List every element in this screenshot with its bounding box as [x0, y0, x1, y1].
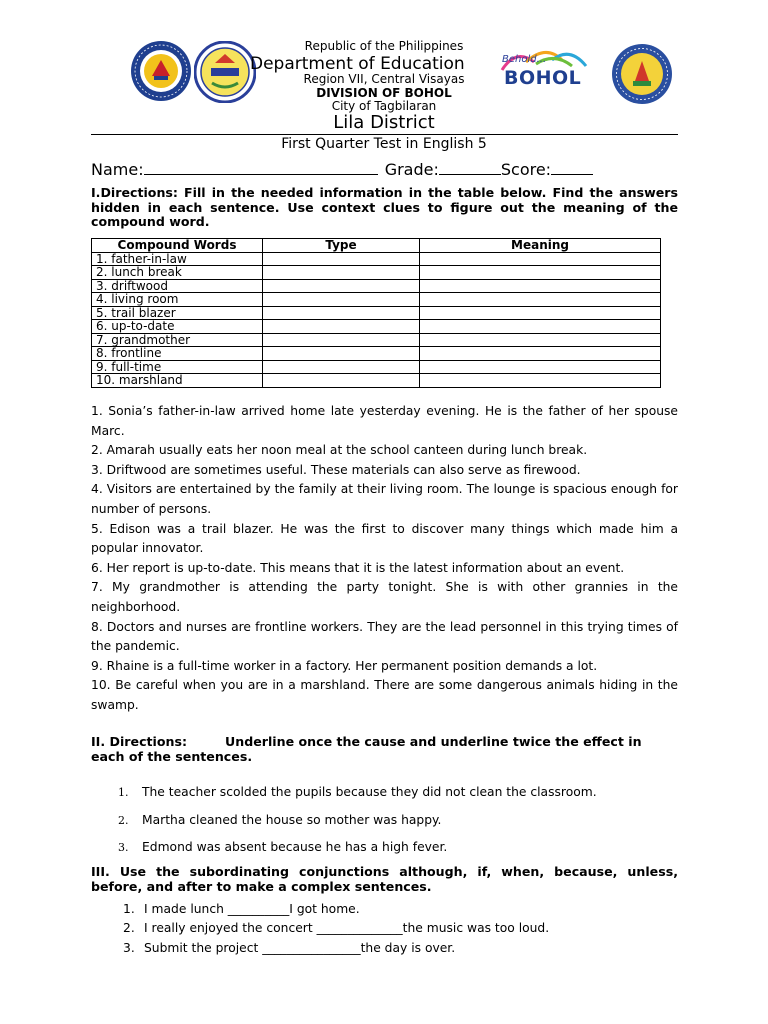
type-cell[interactable]	[263, 306, 420, 320]
sentence-item: 5. Edison was a trail blazer. He was the first to discover many things which made him a popular innovator.	[91, 521, 678, 556]
meaning-cell[interactable]	[420, 347, 661, 361]
item-text-after: the day is over.	[360, 941, 456, 955]
answer-blank[interactable]: ________________	[262, 941, 361, 955]
conjunction-item	[123, 902, 360, 916]
col-header-compound-words: Compound Words	[92, 239, 263, 253]
context-sentences	[91, 402, 678, 716]
item-text: The teacher scolded the pupils because they did not clean the classroom.	[142, 785, 597, 799]
table-header-row	[92, 239, 661, 253]
meaning-cell[interactable]	[420, 266, 661, 280]
type-cell[interactable]	[263, 360, 420, 374]
meaning-cell[interactable]	[420, 293, 661, 307]
table-row	[92, 360, 661, 374]
answer-blank[interactable]: __________	[227, 902, 290, 916]
meaning-cell[interactable]	[420, 374, 661, 388]
item-text-after: the music was too loud.	[402, 921, 550, 935]
compound-word-cell: 6. up-to-date	[92, 320, 263, 334]
republic-line: Republic of the Philippines	[304, 39, 464, 53]
bohol-text: BOHOL	[504, 67, 582, 89]
table-row	[92, 252, 661, 266]
compound-word-cell: 4. living room	[92, 293, 263, 307]
cause-effect-item	[118, 813, 441, 827]
city-line: City of Tagbilaran	[331, 99, 437, 113]
item-number: 2.	[118, 814, 129, 827]
item-number: 1.	[118, 786, 129, 799]
item-number: 3.	[118, 841, 129, 854]
section2-directions	[91, 735, 678, 764]
type-cell[interactable]	[263, 320, 420, 334]
meaning-cell[interactable]	[420, 306, 661, 320]
department-line-wrap	[250, 54, 496, 74]
table-row	[92, 279, 661, 293]
col-header-meaning: Meaning	[420, 239, 661, 253]
sentence-item: 2. Amarah usually eats her noon meal at the school canteen during lunch break.	[91, 443, 588, 458]
table-row	[92, 266, 661, 280]
item-number: 3.	[123, 941, 135, 955]
cause-effect-item	[118, 785, 597, 799]
type-cell[interactable]	[263, 266, 420, 280]
section2-heading: II. Directions:	[91, 734, 188, 749]
item-number: 1.	[123, 902, 135, 916]
score-label: Score:	[500, 160, 552, 179]
grade-blank[interactable]	[439, 159, 501, 175]
item-text-before: I made lunch	[144, 902, 228, 916]
item-text-before: I really enjoyed the concert	[144, 921, 317, 935]
compound-words-table	[91, 238, 661, 388]
sentence-item: 10. Be careful when you are in a marshland. There are some dangerous animals hiding in the swamp.	[91, 678, 678, 712]
type-cell[interactable]	[263, 374, 420, 388]
type-cell[interactable]	[263, 333, 420, 347]
col-header-type: Type	[263, 239, 420, 253]
type-cell[interactable]	[263, 347, 420, 361]
compound-word-cell: 8. frontline	[92, 347, 263, 361]
meaning-cell[interactable]	[420, 252, 661, 266]
type-cell[interactable]	[263, 252, 420, 266]
district-line: Lila District	[333, 112, 435, 133]
table-row	[92, 333, 661, 347]
section1-directions: I.Directions: Fill in the needed information in the table below. Find the answers hidden in each sentence. Use context clues to figure out the meaning of the compound word.	[91, 185, 678, 229]
item-text: Edmond was absent because he has a high fever.	[142, 840, 448, 854]
compound-word-cell: 9. full-time	[92, 360, 263, 374]
sentence-item: 6. Her report is up-to-date. This means that it is the latest information about an event.	[91, 560, 625, 575]
table-row	[92, 320, 661, 334]
section2-directions-text: Underline once the cause and underline twice the effect in each of the sentences.	[91, 734, 642, 764]
table-row	[92, 293, 661, 307]
compound-word-cell: 2. lunch break	[92, 266, 263, 280]
name-label: Name:	[91, 160, 144, 179]
table-row	[92, 306, 661, 320]
conjunction-item	[123, 921, 549, 935]
region-line: Region VII, Central Visayas	[303, 72, 465, 86]
compound-word-cell: 7. grandmother	[92, 333, 263, 347]
behold-text: Behold...	[502, 54, 547, 65]
test-title: First Quarter Test in English 5	[281, 136, 487, 152]
conjunction-item	[123, 941, 455, 955]
item-text-before: Submit the project	[144, 941, 263, 955]
name-blank[interactable]	[144, 159, 378, 175]
sentence-item: 3. Driftwood are sometimes useful. These materials can also serve as firewood.	[91, 462, 581, 477]
compound-word-cell: 1. father-in-law	[92, 252, 263, 266]
grade-label: Grade:	[384, 160, 439, 179]
item-text-after: I got home.	[289, 902, 360, 916]
compound-word-cell: 5. trail blazer	[92, 306, 263, 320]
sentence-item: 1. Sonia’s father-in-law arrived home late yesterday evening. He is the father of her spouse Marc.	[91, 404, 678, 438]
section3-directions: III. Use the subordinating conjunctions although, if, when, because, unless, before, and after to make a complex sentences.	[91, 864, 678, 894]
department-line: Department of Education	[250, 54, 465, 74]
compound-word-cell: 10. marshland	[92, 374, 263, 388]
compound-word-cell: 3. driftwood	[92, 279, 263, 293]
meaning-cell[interactable]	[420, 360, 661, 374]
division-line: DIVISION OF BOHOL	[316, 86, 452, 100]
table-row	[92, 347, 661, 361]
sentence-item: 7. My grandmother is attending the party tonight. She is with other grannies in the neighborhood.	[91, 580, 678, 614]
meaning-cell[interactable]	[420, 320, 661, 334]
header-divider	[91, 134, 678, 135]
item-number: 2.	[123, 921, 135, 935]
cause-effect-item	[118, 840, 447, 854]
sentence-item: 8. Doctors and nurses are frontline workers. They are the lead personnel in this trying times of the pandemic.	[91, 619, 678, 654]
sentence-item: 9. Rhaine is a full-time worker in a factory. Her permanent position demands a lot.	[91, 658, 598, 673]
type-cell[interactable]	[263, 279, 420, 293]
table-row	[92, 374, 661, 388]
answer-blank[interactable]: ______________	[316, 921, 403, 935]
meaning-cell[interactable]	[420, 333, 661, 347]
name-grade-score-row	[91, 159, 593, 179]
type-cell[interactable]	[263, 293, 420, 307]
meaning-cell[interactable]	[420, 279, 661, 293]
sentence-item: 4. Visitors are entertained by the family at their living room. The lounge is spacious enough for number of persons.	[91, 482, 678, 516]
item-text: Martha cleaned the house so mother was happy.	[142, 813, 442, 827]
score-blank[interactable]	[551, 159, 593, 175]
